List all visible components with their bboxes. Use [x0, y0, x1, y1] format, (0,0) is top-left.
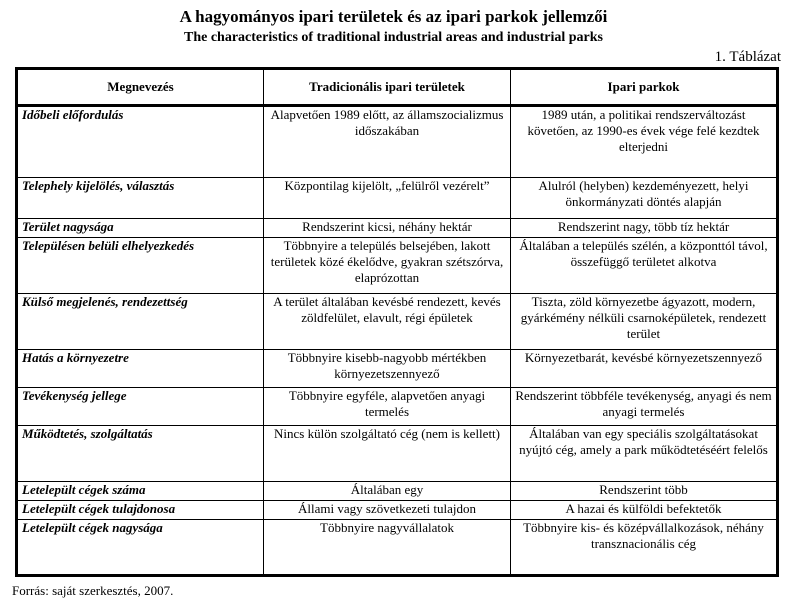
- traditional-cell: Nincs külön szolgáltató cég (nem is kellett): [264, 426, 511, 482]
- characteristics-table-container: [15, 67, 776, 577]
- row-label: Hatás a környezetre: [17, 350, 264, 388]
- industrial-park-cell: Általában van egy speciális szolgáltatásokat nyújtó cég, amely a park működtetéséért felelős: [511, 426, 778, 482]
- industrial-park-cell: 1989 után, a politikai rendszerváltozást követően, az 1990-es évek vége felé kezdtek elterjedni: [511, 106, 778, 178]
- row-label: Időbeli előfordulás: [17, 106, 264, 178]
- traditional-cell: Többnyire nagyvállalatok: [264, 520, 511, 576]
- row-label: Terület nagysága: [17, 219, 264, 238]
- industrial-park-cell: A hazai és külföldi befektetők: [511, 501, 778, 520]
- table-row: [17, 294, 778, 350]
- table-row: [17, 520, 778, 576]
- table-row: [17, 238, 778, 294]
- table-row: [17, 106, 778, 178]
- traditional-cell: Alapvetően 1989 előtt, az államszocializmus időszakában: [264, 106, 511, 178]
- traditional-cell: Általában egy: [264, 482, 511, 501]
- table-row: [17, 388, 778, 426]
- row-label: Letelepült cégek száma: [17, 482, 264, 501]
- industrial-park-cell: Tiszta, zöld környezetbe ágyazott, modern, gyárkémény nélküli csarnoképületek, rendezett terület: [511, 294, 778, 350]
- row-label: Letelepült cégek nagysága: [17, 520, 264, 576]
- traditional-cell: Többnyire egyféle, alapvetően anyagi termelés: [264, 388, 511, 426]
- row-label: Letelepült cégek tulajdonosa: [17, 501, 264, 520]
- table-row: [17, 178, 778, 219]
- row-label: Tevékenység jellege: [17, 388, 264, 426]
- traditional-cell: Többnyire a település belsejében, lakott területek közé ékelődve, gyakran szétszórva, elaprózottan: [264, 238, 511, 294]
- row-label: Telephely kijelölés, választás: [17, 178, 264, 219]
- title-hungarian: A hagyományos ipari területek és az ipari parkok jellemzői: [179, 7, 608, 26]
- table-row: [17, 426, 778, 482]
- table-row: [17, 219, 778, 238]
- header-industrial-parks: Ipari parkok: [511, 69, 778, 106]
- industrial-park-cell: Környezetbarát, kevésbé környezetszennyező: [511, 350, 778, 388]
- traditional-cell: Többnyire kisebb-nagyobb mértékben környezetszennyező: [264, 350, 511, 388]
- table-header-row: [17, 69, 778, 106]
- source-note: Forrás: saját szerkesztés, 2007.: [12, 583, 174, 598]
- header-traditional: Tradicionális ipari területek: [264, 69, 511, 106]
- row-label: Működtetés, szolgáltatás: [17, 426, 264, 482]
- industrial-park-cell: Többnyire kis- és középvállalkozások, néhány transznacionális cég: [511, 520, 778, 576]
- industrial-park-cell: Alulról (helyben) kezdeményezett, helyi önkormányzati döntés alapján: [511, 178, 778, 219]
- row-label: Településen belüli elhelyezkedés: [17, 238, 264, 294]
- traditional-cell: Állami vagy szövetkezeti tulajdon: [264, 501, 511, 520]
- industrial-park-cell: Általában a település szélén, a központtól távol, összefüggő területet alkotva: [511, 238, 778, 294]
- header-name: Megnevezés: [17, 69, 264, 106]
- industrial-park-cell: Rendszerint nagy, több tíz hektár: [511, 219, 778, 238]
- table-row: [17, 350, 778, 388]
- traditional-cell: Központilag kijelölt, „felülről vezérelt”: [264, 178, 511, 219]
- table-row: [17, 482, 778, 501]
- table-row: [17, 501, 778, 520]
- row-label: Külső megjelenés, rendezettség: [17, 294, 264, 350]
- traditional-cell: Rendszerint kicsi, néhány hektár: [264, 219, 511, 238]
- industrial-park-cell: Rendszerint többféle tevékenység, anyagi és nem anyagi termelés: [511, 388, 778, 426]
- title-english: The characteristics of traditional industrial areas and industrial parks: [184, 30, 603, 45]
- characteristics-table: [15, 67, 779, 577]
- traditional-cell: A terület általában kevésbé rendezett, kevés zöldfelület, elavult, régi épületek: [264, 294, 511, 350]
- table-number: 1. Táblázat: [714, 49, 781, 65]
- industrial-park-cell: Rendszerint több: [511, 482, 778, 501]
